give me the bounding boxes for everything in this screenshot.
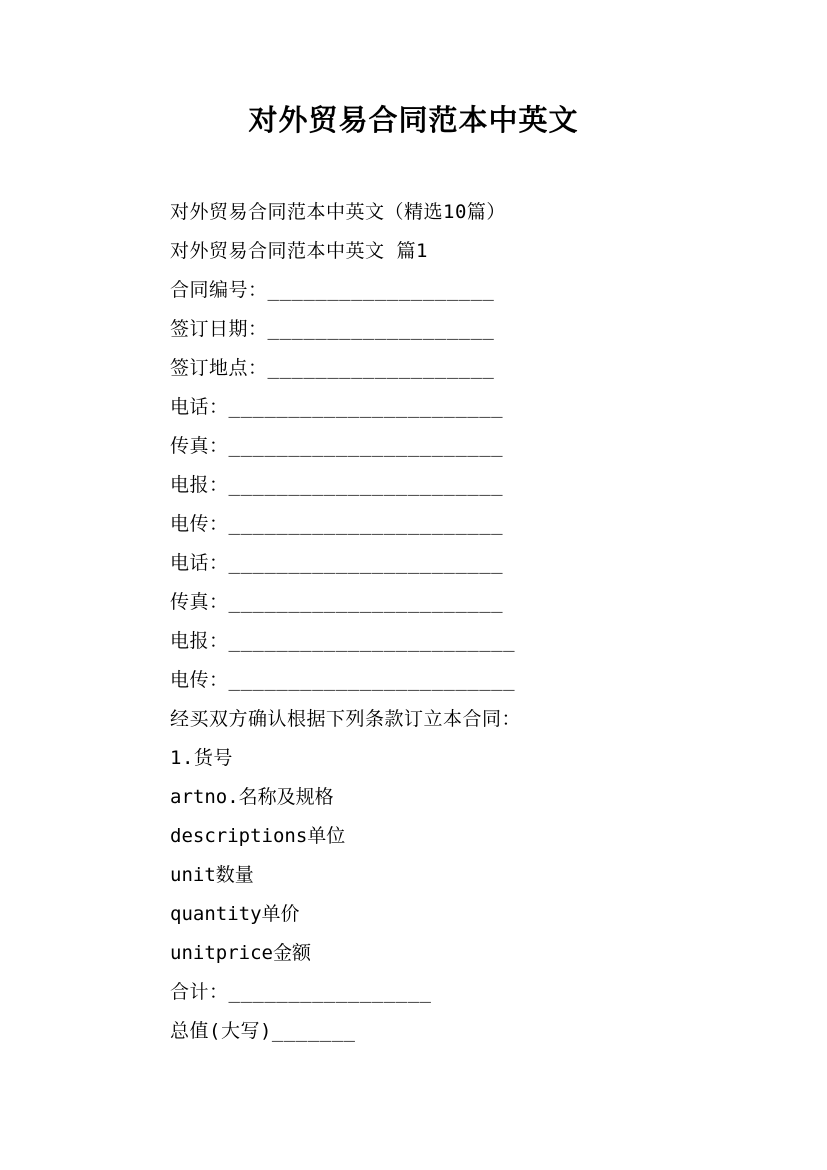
body-paragraph: 经买双方确认根据下列条款订立本合同： <box>170 708 522 730</box>
total-value-uppercase-field: 总值(大写)_______ <box>170 1020 356 1042</box>
telegram-field: 电报：________________________ <box>170 630 516 652</box>
clause-item: unit数量 <box>170 864 254 886</box>
phone-field: 电话：_______________________ <box>170 396 504 418</box>
clause-item: artno.名称及规格 <box>170 786 334 808</box>
body-line-subtitle: 对外贸易合同范本中英文（精选10篇） <box>170 201 506 223</box>
clause-item: quantity单价 <box>170 903 300 925</box>
total-field: 合计：_________________ <box>170 981 432 1003</box>
contract-number-field: 合同编号：___________________ <box>170 279 495 301</box>
fax-field: 传真：_______________________ <box>170 591 504 613</box>
document-title: 对外贸易合同范本中英文 <box>248 103 579 137</box>
telegram-field: 电报：_______________________ <box>170 474 504 496</box>
clause-item: unitprice金额 <box>170 942 311 964</box>
signing-place-field: 签订地点：___________________ <box>170 357 495 379</box>
telex-field: 电传：________________________ <box>170 669 516 691</box>
fax-field: 传真：_______________________ <box>170 435 504 457</box>
clause-item: 1.货号 <box>170 747 233 769</box>
signing-date-field: 签订日期：___________________ <box>170 318 495 340</box>
telex-field: 电传：_______________________ <box>170 513 504 535</box>
document-body <box>170 193 790 1051</box>
clause-item: descriptions单位 <box>170 825 346 847</box>
phone-field: 电话：_______________________ <box>170 552 504 574</box>
body-line-section-heading: 对外贸易合同范本中英文 篇1 <box>170 240 428 262</box>
